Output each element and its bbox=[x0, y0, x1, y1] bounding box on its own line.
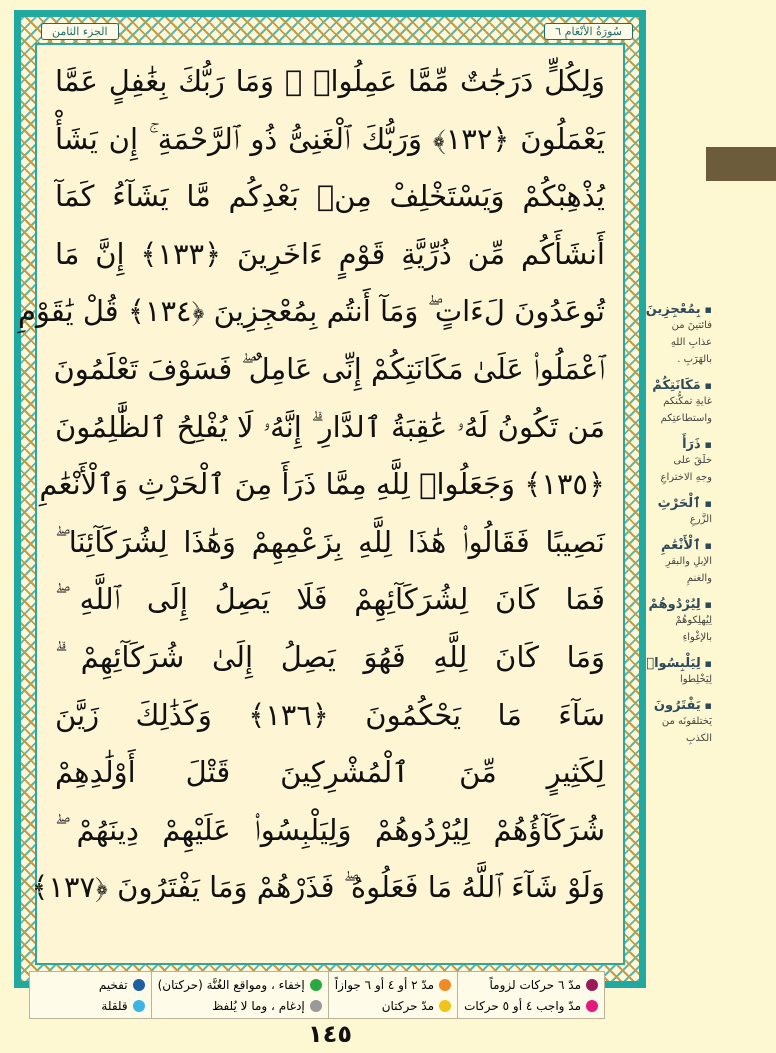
text-line: شُرَكَآؤُهُمْ لِيُرْدُوهُمْ وَلِيَلْبِسُوا۟ عَلَيْهِمْ دِينَهُمْ ۖ bbox=[55, 812, 605, 847]
margin-notes bbox=[645, 302, 712, 757]
legend-item bbox=[158, 999, 322, 1013]
quran-text-area bbox=[17, 43, 625, 965]
legend-label: قلقلة bbox=[101, 998, 128, 1013]
note-definition: لِيُهلِكوهُمْ بالإغْواءِ bbox=[675, 615, 712, 643]
text-line: فَمَا كَانَ لِشُرَكَآئِهِمْ فَلَا يَصِلُ إِلَى ٱللَّهِ ۖ bbox=[55, 582, 605, 617]
note-word: ▪ ٱلْحَرْثِ bbox=[656, 496, 712, 511]
text-line: وَمَا كَانَ لِلَّهِ فَهُوَ يَصِلُ إِلَىٰ شُرَكَآئِهِمْ ۗ bbox=[55, 639, 605, 674]
legend-item bbox=[464, 999, 598, 1013]
note-word: ▪ ٱلْأَنْعَٰمِ bbox=[656, 538, 712, 553]
note-definition: الزَّرعِ bbox=[689, 514, 712, 525]
note-word: ▪ لِيَلْبِسُوا۟ bbox=[656, 656, 712, 671]
margin-note bbox=[656, 437, 712, 486]
legend-label: تفخيم bbox=[98, 977, 128, 992]
text-line: ﴿١٣٥﴾ وَجَعَلُوا۟ لِلَّهِ مِمَّا ذَرَأَ مِنَ ٱلْحَرْثِ وَٱلْأَنْعَٰمِ bbox=[39, 467, 605, 502]
page-number: ١٤٥ bbox=[308, 1020, 352, 1048]
text-line: يَعْمَلُونَ ﴿١٣٢﴾ وَرَبُّكَ ٱلْغَنِىُّ ذُو ٱلرَّحْمَةِ ۚ إِن يَشَأْ bbox=[55, 121, 605, 156]
color-dot-icon bbox=[310, 979, 322, 991]
text-line: أَنشَأَكُم مِّن ذُرِّيَّةِ قَوْمٍ ءَاخَرِينَ ﴿١٣٣﴾ إِنَّ مَا bbox=[55, 236, 605, 271]
juz-label: الجزء الثامن bbox=[41, 23, 119, 40]
note-definition: الإبلِ والبقرِ والغنمِ bbox=[665, 556, 712, 584]
legend-label: مدّ ٢ أو ٤ أو ٦ جوازاً bbox=[334, 977, 435, 992]
legend-label: إدغام ، وما لا يُلفظ bbox=[212, 998, 305, 1013]
text-line: ٱعْمَلُوا۟ عَلَىٰ مَكَانَتِكُمْ إِنِّى عَامِلٌ ۖ فَسَوْفَ تَعْلَمُونَ bbox=[53, 351, 605, 386]
legend-item bbox=[464, 978, 598, 992]
text-line: وَلِكُلٍّ دَرَجَٰتٌ مِّمَّا عَمِلُوا۟ ۚ وَمَا رَبُّكَ بِغَٰفِلٍ عَمَّا bbox=[55, 64, 605, 98]
text-line: مَن تَكُونُ لَهُۥ عَٰقِبَةُ ٱلدَّارِ ۗ إِنَّهُۥ لَا يُفْلِحُ ٱلظَّٰلِمُونَ bbox=[55, 409, 605, 444]
note-word: ▪ لِيُرْدُوهُمْ bbox=[656, 597, 712, 612]
color-dot-icon bbox=[133, 979, 145, 991]
legend-item bbox=[99, 999, 145, 1013]
legend-item bbox=[335, 978, 451, 992]
text-line: تُوعَدُونَ لَءَاتٍ ۖ وَمَآ أَنتُم بِمُعْجِزِينَ ﴿١٣٤﴾ قُلْ يَٰقَوْمِ bbox=[17, 294, 605, 329]
legend-column bbox=[151, 972, 328, 1018]
legend-item bbox=[335, 999, 451, 1013]
text-line: وَلَوْ شَآءَ ٱللَّهُ مَا فَعَلُوهُ ۖ فَذَرْهُمْ وَمَا يَفْتَرُونَ ﴿١٣٧﴾ bbox=[31, 870, 605, 905]
note-definition: فائتينَ من عذابِ اللهِ بالهَرَبِ . bbox=[670, 320, 712, 365]
color-dot-icon bbox=[439, 979, 451, 991]
margin-note bbox=[653, 698, 712, 747]
margin-note bbox=[652, 378, 712, 427]
surah-label: سُورَةُ الأَنْعَامِ ٦ bbox=[544, 23, 633, 40]
note-word: ▪ مَكَانَتِكُمْ bbox=[656, 378, 712, 393]
bookmark-tab[interactable] bbox=[706, 147, 776, 181]
note-definition: غايةِ تمكُّنكم واستطاعتِكم bbox=[660, 396, 712, 424]
legend-column bbox=[457, 972, 604, 1018]
text-line: نَصِيبًا فَقَالُوا۟ هَٰذَا لِلَّهِ بِزَعْمِهِمْ وَهَٰذَا لِشُرَكَآئِنَا ۖ bbox=[55, 524, 605, 559]
page-header bbox=[41, 21, 633, 41]
legend-column bbox=[93, 972, 151, 1018]
note-definition: خلَقَ على وجهِ الاختراعِ bbox=[660, 455, 712, 483]
legend-column bbox=[328, 972, 457, 1018]
legend-label: مدّ حركتان bbox=[381, 998, 435, 1013]
margin-note bbox=[646, 656, 712, 688]
note-word: ▪ ذَرَأَ bbox=[656, 437, 712, 452]
legend-item bbox=[99, 978, 145, 992]
note-definition: لِيَخْلِطوا bbox=[680, 674, 712, 685]
margin-note bbox=[645, 302, 712, 368]
color-dot-icon bbox=[586, 979, 598, 991]
tajweed-legend bbox=[29, 971, 605, 1019]
color-dot-icon bbox=[310, 1000, 322, 1012]
margin-note bbox=[648, 597, 712, 646]
color-dot-icon bbox=[586, 1000, 598, 1012]
page-frame bbox=[14, 10, 646, 1013]
note-word: ▪ يَفْتَرُونَ bbox=[656, 698, 712, 713]
color-dot-icon bbox=[439, 1000, 451, 1012]
margin-note bbox=[656, 496, 712, 528]
color-dot-icon bbox=[133, 1000, 145, 1012]
text-line: يُذْهِبْكُمْ وَيَسْتَخْلِفْ مِنۢ بَعْدِكُم مَّا يَشَآءُ كَمَآ bbox=[55, 179, 605, 214]
legend-label: مدّ ٦ حركات لزوماً bbox=[489, 977, 581, 992]
legend-label: مدّ واجب ٤ أو ٥ حركات bbox=[464, 998, 581, 1013]
legend-item bbox=[158, 978, 322, 992]
note-definition: يَختلقونَه من الكذبِ bbox=[661, 716, 712, 744]
text-line: سَآءَ مَا يَحْكُمُونَ ﴿١٣٦﴾ وَكَذَٰلِكَ زَيَّنَ bbox=[55, 697, 606, 732]
text-line: لِكَثِيرٍ مِّنَ ٱلْمُشْرِكِينَ قَتْلَ أَوْلَٰدِهِمْ bbox=[55, 755, 605, 790]
legend-label: إخفاء ، ومواقع الغُنَّة (حركتان) bbox=[157, 977, 305, 992]
note-word: ▪ بِمُعْجِزِينَ bbox=[656, 302, 712, 317]
margin-note bbox=[656, 538, 712, 587]
